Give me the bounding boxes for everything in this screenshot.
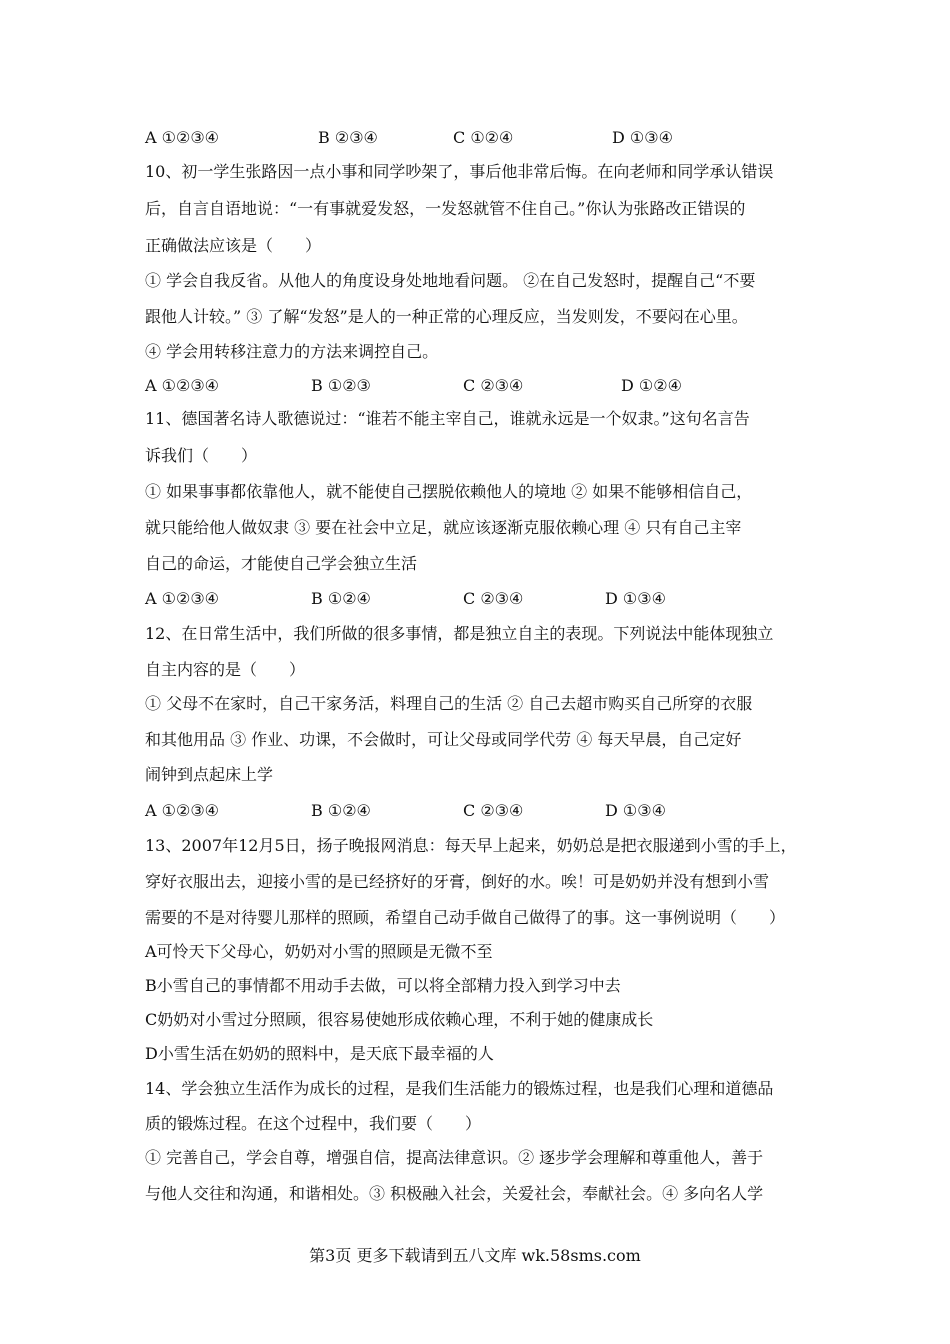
q13-option-c: C奶奶对小雪过分照顾，很容易使她形成依赖心理，不利于她的健康成长 <box>145 1010 654 1029</box>
q14-line: 质的锻炼过程。在这个过程中，我们要（ ） <box>145 1114 482 1133</box>
q12-option-d: D ①③④ <box>605 801 666 820</box>
q12-line: 自主内容的是（ ） <box>145 660 306 679</box>
q12-line: 和其他用品 ③ 作业、功课，不会做时，可让父母或同学代劳 ④ 每天早晨，自己定好 <box>145 730 742 749</box>
q13-line: 穿好衣服出去，迎接小雪的是已经挤好的牙膏，倒好的水。唉！可是奶奶并没有想到小雪 <box>145 872 770 891</box>
q14-line: ① 完善自己，学会自尊，增强自信，提高法律意识。② 逐步学会理解和尊重他人，善于 <box>145 1148 764 1167</box>
q14-line: 14、学会独立生活作为成长的过程，是我们生活能力的锻炼过程，也是我们心理和道德品 <box>145 1079 774 1098</box>
q10-line: 后，自言自语地说：“一有事就爱发怒，一发怒就管不住自己。”你认为张路改正错误的 <box>145 199 746 218</box>
q9-option-b: B ②③④ <box>318 128 378 147</box>
q9-option-a: A ①②③④ <box>145 128 220 147</box>
q13-option-b: B小雪自己的事情都不用动手去做，可以将全部精力投入到学习中去 <box>145 976 621 995</box>
q11-line: 11、德国著名诗人歌德说过：“谁若不能主宰自己，谁就永远是一个奴隶。”这句名言告 <box>145 409 750 428</box>
q11-line: 诉我们（ ） <box>145 446 258 465</box>
q10-line: 10、初一学生张路因一点小事和同学吵架了，事后他非常后悔。在向老师和同学承认错误 <box>145 162 774 181</box>
q12-option-b: B ①②④ <box>311 801 371 820</box>
q14-line: 与他人交往和沟通，和谐相处。③ 积极融入社会，关爱社会，奉献社会。④ 多向名人学 <box>145 1184 764 1203</box>
q10-option-d: D ①②④ <box>621 376 682 395</box>
q11-option-c: C ②③④ <box>463 589 524 608</box>
q10-line: ① 学会自我反省。从他人的角度设身处地地看问题。 ②在自己发怒时，提醒自己“不要 <box>145 271 756 290</box>
q11-line: 自己的命运，才能使自己学会独立生活 <box>145 554 418 573</box>
q13-option-a: A可怜天下父母心，奶奶对小雪的照顾是无微不至 <box>145 942 493 961</box>
q9-option-d: D ①③④ <box>612 128 673 147</box>
q12-line: 12、在日常生活中，我们所做的很多事情，都是独立自主的表现。下列说法中能体现独立 <box>145 624 774 643</box>
page-footer: 第3页 更多下载请到五八文库 wk.58sms.com <box>309 1246 641 1265</box>
q9-option-c: C ①②④ <box>453 128 514 147</box>
q12-line: 闹钟到点起床上学 <box>145 765 274 784</box>
q13-line: 需要的不是对待婴儿那样的照顾，希望自己动手做自己做得了的事。这一事例说明（ ） <box>145 908 786 927</box>
q11-option-a: A ①②③④ <box>145 589 220 608</box>
q11-line: 就只能给他人做奴隶 ③ 要在社会中立足，就应该逐渐克服依赖心理 ④ 只有自己主宰 <box>145 518 742 537</box>
q11-line: ① 如果事事都依靠他人，就不能使自己摆脱依赖他人的境地 ② 如果不能够相信自己， <box>145 482 753 501</box>
q10-option-b: B ①②③ <box>311 376 371 395</box>
q11-option-b: B ①②④ <box>311 589 371 608</box>
q11-option-d: D ①③④ <box>605 589 666 608</box>
q10-line: 正确做法应该是（ ） <box>145 236 322 255</box>
q10-line: ④ 学会用转移注意力的方法来调控自己。 <box>145 342 439 361</box>
q10-option-c: C ②③④ <box>463 376 524 395</box>
q10-line: 跟他人计较。” ③ 了解“发怒”是人的一种正常的心理反应，当发则发，不要闷在心里。 <box>145 307 748 326</box>
q12-line: ① 父母不在家时，自己干家务活，料理自己的生活 ② 自己去超市购买自己所穿的衣服 <box>145 694 753 713</box>
q10-option-a: A ①②③④ <box>145 376 220 395</box>
q12-option-c: C ②③④ <box>463 801 524 820</box>
q13-option-d: D小雪生活在奶奶的照料中，是天底下最幸福的人 <box>145 1044 494 1063</box>
q12-option-a: A ①②③④ <box>145 801 220 820</box>
q13-line: 13、2007年12月5日，扬子晚报网消息：每天早上起来，奶奶总是把衣服递到小雪的手上， <box>145 836 797 855</box>
